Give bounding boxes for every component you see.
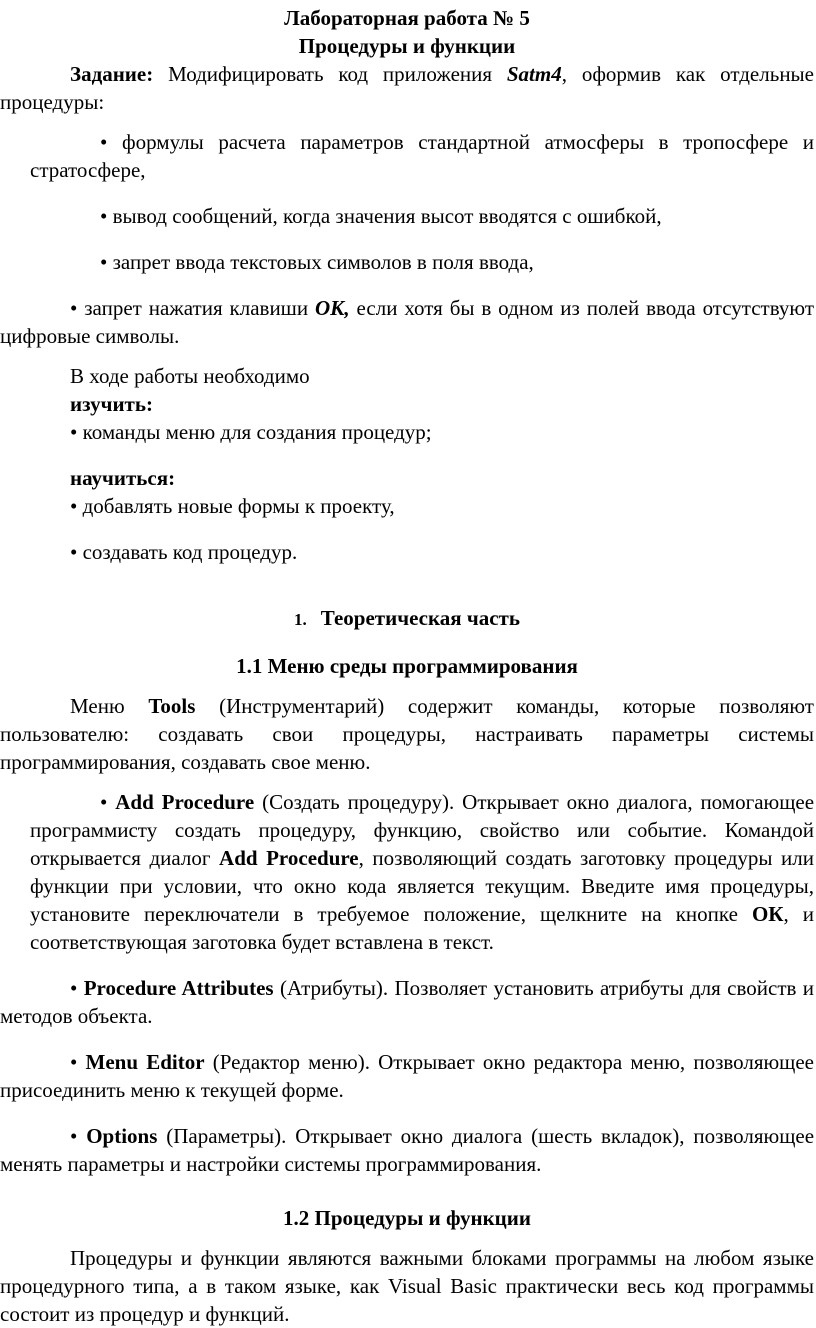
task-item-ok-after: если хотя бы в одном из полей ввода отсутствуют цифровые символы.: [0, 296, 814, 348]
lab-title: Лабораторная работа № 5: [284, 6, 530, 30]
learn-label: научиться:: [70, 466, 176, 490]
task-item-ok: [0, 294, 814, 350]
add-procedure-text1: (Создать процедуру). Открывает окно диалога, помогающее программисту создать процедуру, функцию, свойство или событие. Командой открывается диалог: [30, 790, 815, 870]
options-item: [0, 1122, 814, 1178]
add-procedure-ok: ОК: [751, 902, 784, 926]
learn-item-text: добавлять новые формы к проекту,: [82, 494, 395, 518]
task-item-text: запрет ввода текстовых символов в поля ввода,: [112, 250, 534, 274]
bullet-icon: •: [70, 420, 78, 444]
bullet-icon: •: [70, 540, 78, 564]
bullet-icon: •: [100, 204, 108, 228]
section-1-2-heading: 1.2 Процедуры и функции: [283, 1206, 531, 1230]
bullet-icon: •: [70, 1050, 78, 1074]
work-intro: В ходе работы необходимо: [70, 364, 310, 388]
task-text-before: Модифицировать код приложения: [153, 62, 507, 86]
task-item-text: формулы расчета параметров стандартной атмосферы в тропосфере и стратосфере,: [30, 130, 814, 182]
options-text: (Параметры). Открывает окно диалога (шесть вкладок), позволяющее менять параметры и настройки системы программирования.: [0, 1124, 815, 1176]
options-name: Options: [86, 1124, 158, 1148]
task-app-name: Satm4: [506, 62, 562, 86]
tools-intro-after: (Инструментарий) содержит команды, которые позволяют пользователю: создавать свои процедуры, настраивать параметры системы программирования, создавать свое меню.: [0, 694, 814, 774]
bullet-icon: •: [70, 296, 78, 320]
learn-item: [0, 538, 814, 566]
add-procedure-name2: Add Procedure: [219, 846, 359, 870]
learn-item: [0, 492, 814, 520]
task-item-text: вывод сообщений, когда значения высот вводятся с ошибкой,: [112, 204, 662, 228]
task-item: [0, 248, 814, 276]
procedure-attributes-text: (Атрибуты). Позволяет установить атрибуты для свойств и методов объекта.: [0, 976, 815, 1028]
study-item-text: команды меню для создания процедур;: [82, 420, 432, 444]
tools-intro-before: Меню: [70, 694, 149, 718]
task-item-ok-before: запрет нажатия клавиши: [84, 296, 315, 320]
procedure-attributes-item: [0, 974, 814, 1030]
lab-subtitle: Процедуры и функции: [298, 34, 516, 58]
task-paragraph: [0, 60, 814, 116]
study-label: изучить:: [70, 392, 153, 416]
tools-menu-name: Tools: [148, 694, 196, 718]
bullet-icon: •: [70, 494, 78, 518]
bullet-icon: •: [100, 130, 108, 154]
bullet-icon: •: [100, 790, 108, 814]
task-text-after: , оформив как отдельные процедуры:: [0, 62, 814, 114]
task-item-ok-key: ОК,: [314, 296, 350, 320]
tools-paragraph: [0, 692, 814, 776]
bullet-icon: •: [70, 976, 78, 1000]
add-procedure-item: [0, 788, 814, 956]
section-1-number: 1.: [294, 610, 307, 629]
task-item: [0, 202, 814, 230]
study-item: [0, 418, 814, 446]
task-label: Задание:: [70, 62, 154, 86]
section-1-2-paragraph: Процедуры и функции являются важными блоками программы на любом языке процедурного типа, а в таком языке, как Visual Basic практически весь код программы состоит из процедур и функций.: [0, 1246, 814, 1326]
procedure-attributes-name: Procedure Attributes: [83, 976, 274, 1000]
add-procedure-text2: , позволяющий создать заготовку процедуры или функции при условии, что окно кода является текущим. Введите имя процедуры, установите переключатели в требуемое положение, щелкните на кнопке: [30, 846, 814, 926]
section-1-1-heading: 1.1 Меню среды программирования: [236, 654, 578, 678]
section-1-title: Теоретическая часть: [320, 606, 520, 630]
menu-editor-item: [0, 1048, 814, 1104]
menu-editor-text: (Редактор меню). Открывает окно редактора меню, позволяющее присоединить меню к текущей форме.: [0, 1050, 814, 1102]
task-item: [0, 128, 814, 184]
menu-editor-name: Menu Editor: [85, 1050, 205, 1074]
bullet-icon: •: [100, 250, 108, 274]
bullet-icon: •: [70, 1124, 78, 1148]
learn-item-text: создавать код процедур.: [82, 540, 298, 564]
add-procedure-text3: , и соответствующая заготовка будет вставлена в текст.: [30, 902, 814, 954]
add-procedure-name: Add Procedure: [115, 790, 255, 814]
section-1-heading: [0, 604, 814, 634]
